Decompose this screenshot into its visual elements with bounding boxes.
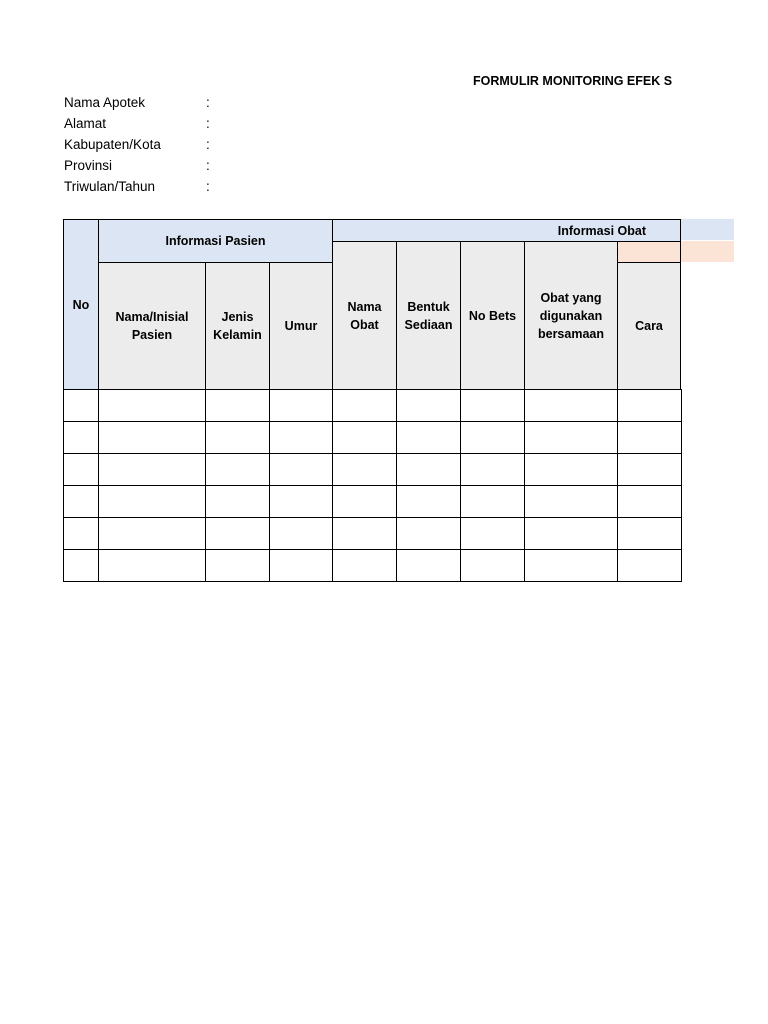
table-cell[interactable] bbox=[63, 517, 99, 550]
meta-label: Triwulan/Tahun bbox=[64, 179, 156, 194]
table-cell[interactable] bbox=[269, 389, 333, 422]
table-cell[interactable] bbox=[396, 549, 461, 582]
monitoring-table bbox=[63, 219, 681, 583]
table-cell[interactable] bbox=[460, 549, 525, 582]
form-title: FORMULIR MONITORING EFEK S bbox=[473, 74, 673, 88]
table-cell[interactable] bbox=[269, 453, 333, 486]
table-cell[interactable] bbox=[98, 453, 206, 486]
table-cell[interactable] bbox=[460, 389, 525, 422]
meta-colon: : bbox=[206, 137, 210, 152]
table-cell[interactable] bbox=[205, 485, 270, 518]
table-cell[interactable] bbox=[332, 421, 397, 454]
table-cell[interactable] bbox=[98, 485, 206, 518]
table-cell[interactable] bbox=[63, 549, 99, 582]
meta-label: Nama Apotek bbox=[64, 95, 146, 110]
table-cell[interactable] bbox=[205, 453, 270, 486]
table-cell[interactable] bbox=[524, 517, 618, 550]
table-cell[interactable] bbox=[269, 421, 333, 454]
table-cell[interactable] bbox=[617, 485, 682, 518]
meta-colon: : bbox=[206, 95, 210, 110]
table-cell[interactable] bbox=[205, 421, 270, 454]
table-cell[interactable] bbox=[396, 453, 461, 486]
table-cell[interactable] bbox=[332, 485, 397, 518]
table-cell[interactable] bbox=[332, 549, 397, 582]
meta-label: Kabupaten/Kota bbox=[64, 137, 161, 152]
table-cell[interactable] bbox=[63, 421, 99, 454]
table-cell[interactable] bbox=[396, 421, 461, 454]
table-cell[interactable] bbox=[524, 549, 618, 582]
table-cell[interactable] bbox=[524, 453, 618, 486]
table-cell[interactable] bbox=[460, 517, 525, 550]
table-cell[interactable] bbox=[396, 517, 461, 550]
table-cell[interactable] bbox=[332, 389, 397, 422]
table-cell[interactable] bbox=[617, 453, 682, 486]
table-cell[interactable] bbox=[98, 421, 206, 454]
header-cara-top bbox=[617, 241, 681, 263]
table-cell[interactable] bbox=[524, 485, 618, 518]
header-obat-bersamaan: Obat yang digunakan bersamaan bbox=[524, 241, 618, 390]
meta-label: Provinsi bbox=[64, 158, 113, 173]
table-cell[interactable] bbox=[524, 389, 618, 422]
header-no-bets: No Bets bbox=[460, 241, 525, 390]
table-cell[interactable] bbox=[63, 485, 99, 518]
table-cell[interactable] bbox=[98, 517, 206, 550]
table-cell[interactable] bbox=[460, 485, 525, 518]
table-cell[interactable] bbox=[63, 453, 99, 486]
meta-label: Alamat bbox=[64, 116, 107, 131]
table-cell[interactable] bbox=[332, 517, 397, 550]
table-cell[interactable] bbox=[460, 453, 525, 486]
table-cell[interactable] bbox=[396, 389, 461, 422]
header-no: No bbox=[63, 219, 99, 390]
header-group-obat: Informasi Obat bbox=[332, 219, 681, 242]
table-cell[interactable] bbox=[524, 421, 618, 454]
table-cell[interactable] bbox=[617, 421, 682, 454]
table-cell[interactable] bbox=[205, 549, 270, 582]
header-nama-inisial: Nama/Inisial Pasien bbox=[98, 262, 206, 390]
meta-colon: : bbox=[206, 158, 210, 173]
table-cell[interactable] bbox=[269, 517, 333, 550]
table-cell[interactable] bbox=[98, 389, 206, 422]
header-group-pasien: Informasi Pasien bbox=[98, 219, 333, 263]
meta-colon: : bbox=[206, 116, 210, 131]
header-nama-obat: Nama Obat bbox=[332, 241, 397, 390]
table-cell[interactable] bbox=[269, 485, 333, 518]
header-cara: Cara bbox=[617, 262, 681, 390]
header-umur: Umur bbox=[269, 262, 333, 390]
table-cell[interactable] bbox=[205, 389, 270, 422]
table-cell[interactable] bbox=[617, 549, 682, 582]
table-cell[interactable] bbox=[396, 485, 461, 518]
table-cell[interactable] bbox=[205, 517, 270, 550]
header-jenis-kelamin: Jenis Kelamin bbox=[205, 262, 270, 390]
table-cell[interactable] bbox=[332, 453, 397, 486]
table-cell[interactable] bbox=[617, 517, 682, 550]
table-cell[interactable] bbox=[460, 421, 525, 454]
table-cell[interactable] bbox=[63, 389, 99, 422]
table-cell[interactable] bbox=[617, 389, 682, 422]
meta-colon: : bbox=[206, 179, 210, 194]
header-bentuk-sediaan: Bentuk Sediaan bbox=[396, 241, 461, 390]
table-cell[interactable] bbox=[269, 549, 333, 582]
table-cell[interactable] bbox=[98, 549, 206, 582]
